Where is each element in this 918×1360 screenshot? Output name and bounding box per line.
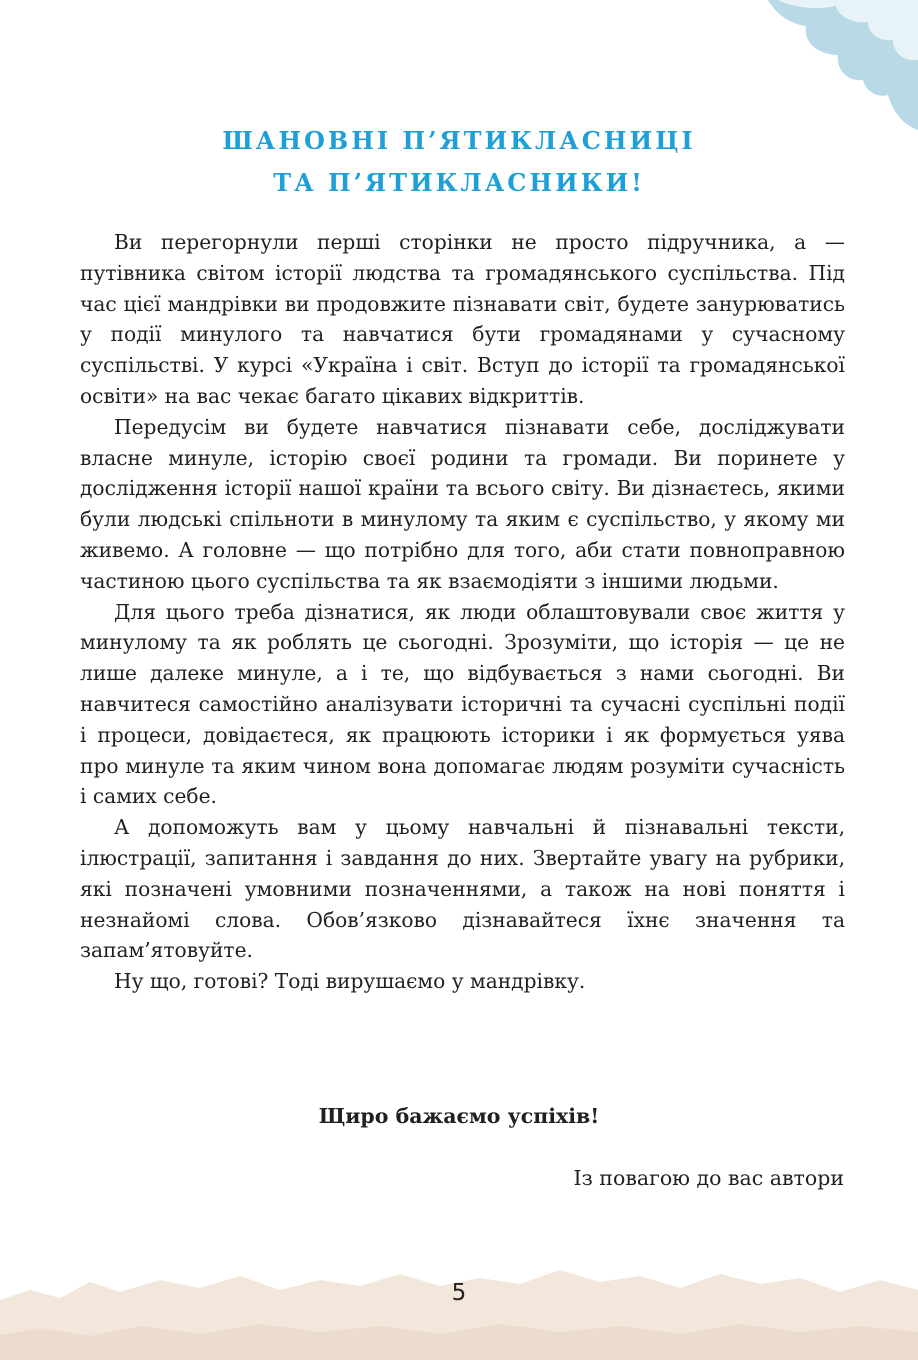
paragraph: Ви перегорнули перші сторінки не просто підручника, а — путівника світом історії людства та громадянського суспільства. Під час цієї мандрівки ви продовжите пізнавати світ, будете занурюватись у події минулого та навчатися бути громадянами у сучасному суспільстві. У курсі «Україна і світ. Вступ до історії та громадянської освіти» на вас чекає багато цікавих відкриттів. (80, 230, 845, 408)
page-heading (0, 120, 918, 204)
heading-line-2: ТА П’ЯТИКЛАСНИКИ! (273, 168, 645, 197)
heading-line-1: ШАНОВНІ П’ЯТИКЛАСНИЦІ (222, 126, 696, 155)
cloud-decoration (698, 0, 918, 130)
paragraph: А допоможуть вам у цьому навчальні й пізнавальні тексти, ілюстрації, запитання і завдання до них. Звертайте увагу на рубрики, які позначені умовними позначеннями, а також на нові поняття і незнайомі слова. Обов’язково дізнавайтеся їхнє значення та запам’ятовуйте. (80, 815, 845, 963)
paragraph: Для цього треба дізнатися, як люди облаштовували своє життя у минулому та як роблять це сьогодні. Зрозуміти, що історія — це не лише далеке минуле, а і те, що відбувається з нами сьогодні. Ви навчитеся самостійно аналізувати історичні та сучасні суспільні події і процеси, довідаєтеся, як працюють історики і як формується уява про минуле та яким чином вона допомагає людям розуміти сучасність і самих себе. (80, 599, 845, 809)
paragraph: Передусім ви будете навчатися пізнавати себе, досліджувати власне минуле, історію своєї родини та громади. Ви поринете у дослідження історії нашої країни та всього світу. Ви дізнаєтесь, якими були людські спільноти в минулому та яким є суспільство, у якому ми живемо. А головне — що потрібно для того, аби стати повноправною частиною цього суспільства та як взаємодіяти з іншими людьми. (80, 414, 845, 593)
authors-signature: Із повагою до вас автори (573, 1166, 844, 1190)
closing-wish: Щиро бажаємо успіхів! (318, 1104, 600, 1128)
paragraph: Ну що, готові? Тоді вирушаємо у мандрівку. (114, 969, 586, 994)
body-text (80, 227, 845, 997)
page-number: 5 (451, 1280, 467, 1306)
